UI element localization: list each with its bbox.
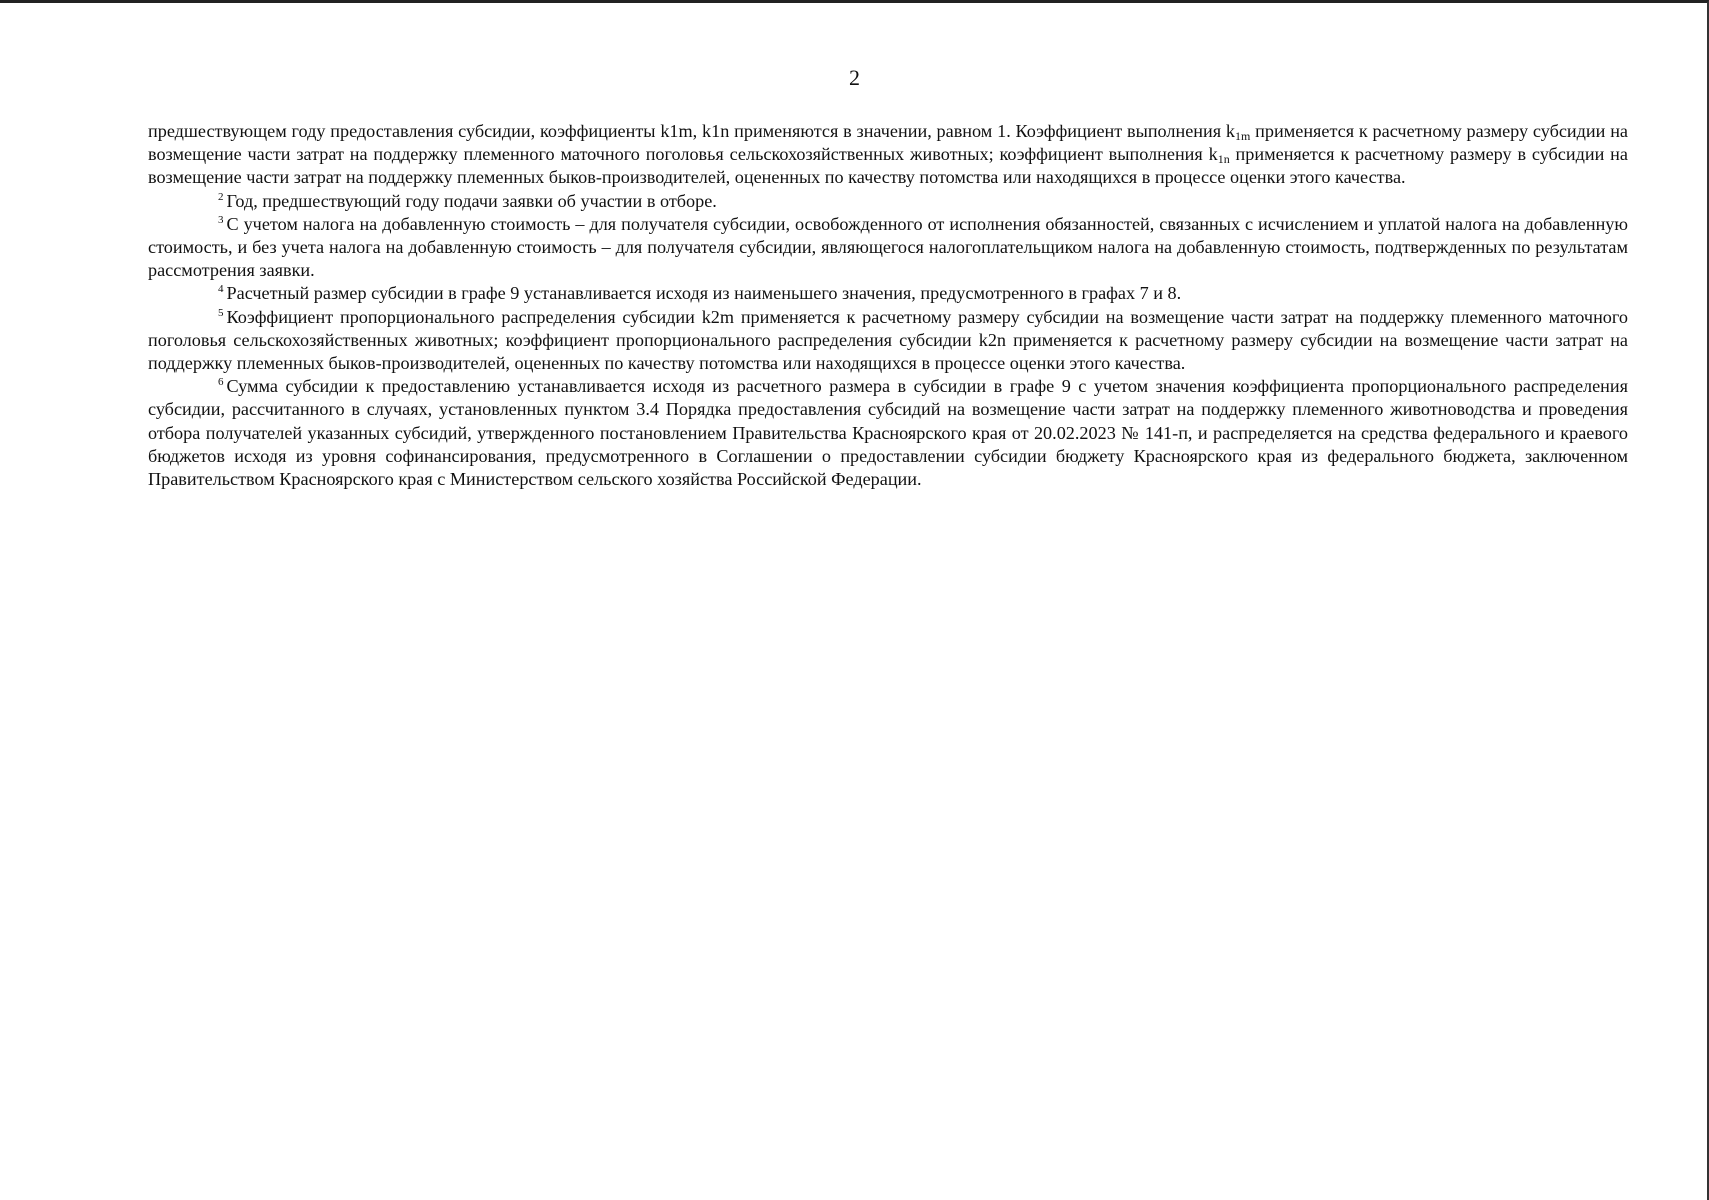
page-number: 2 (849, 65, 860, 90)
continuation-text-1: предшествующем году предоставления субсидии, коэффициенты k1m, k1n применяются в значении, равном 1. Коэффициент выполнения k (148, 121, 1236, 141)
footnote-text: Коэффициент пропорционального распределения субсидии k2m применяется к расчетному размеру субсидии на возмещение части затрат на поддержку племенного маточного поголовья сельскохозяйственных животных; коэффициент пропорционального распределения субсидии k2n применяется к расчетному размеру субсидии на возмещение части затрат на поддержку племенных быков-производителей, оцененных по качеству потомства или находящихся в процессе оценки этого качества. (148, 306, 1628, 374)
footnote-text: Год, предшествующий году подачи заявки об участии в отборе. (226, 190, 717, 211)
footnote-mark: 3 (218, 213, 224, 226)
footnote-continuation (148, 120, 1628, 190)
continuation-text-2: применяется к расчетному размеру субсидии на возмещение части затрат на поддержку племенного маточного поголовья сельскохозяйственных животных; коэффициент выполнения k (148, 121, 1628, 165)
footnote-3 (148, 213, 1628, 283)
footnote-text: С учетом налога на добавленную стоимость – для получателя субсидии, освобожденного от исполнения обязанностей, связанных с исчислением и уплатой налога на добавленную стоимость, и без учета налога на добавленную стоимость – для получателя субсидии, являющегося налогоплательщиком налога на добавленную стоимость, подтвержденных по результатам рассмотрения заявки. (148, 213, 1628, 281)
footnote-text: Сумма субсидии к предоставлению устанавливается исходя из расчетного размера в субсидии в графе 9 с учетом значения коэффициента пропорционального распределения субсидии, рассчитанного в случаях, установленных пунктом 3.4 Порядка предоставления субсидий на возмещение части затрат на поддержку племенного животноводства и проведения отбора получателей указанных субсидий, утвержденного постановлением Правительства Красноярского края от 20.02.2023 № 141-п, и распределяется на средства федерального и краевого бюджетов исходя из уровня софинансирования, предусмотренного в Соглашении о предоставлении субсидии бюджету Красноярского края из федерального бюджета, заключенном Правительством Красноярского края с Министерством сельского хозяйства Российской Федерации. (148, 376, 1628, 490)
footnote-text: Расчетный размер субсидии в графе 9 устанавливается исходя из наименьшего значения, предусмотренного в графах 7 и 8. (226, 283, 1182, 304)
footnote-4 (148, 282, 1628, 305)
footnote-mark: 6 (218, 376, 224, 389)
footnote-6 (148, 375, 1628, 491)
footnote-mark: 5 (218, 306, 224, 319)
footnote-mark: 2 (218, 190, 224, 203)
continuation-text-3: применяется к расчетному размеру в субсидии на возмещение части затрат на поддержку племенных быков-производителей, оцененных по качеству потомства или находящихся в процессе оценки этого качества. (148, 144, 1628, 188)
coefficient-subscript-1n: 1n (1217, 152, 1230, 167)
footnote-5 (148, 306, 1628, 376)
footnotes-block (148, 120, 1628, 491)
coefficient-subscript-1m: 1m (1235, 129, 1251, 143)
footnote-mark: 4 (218, 283, 224, 296)
footnote-2 (148, 190, 1628, 213)
